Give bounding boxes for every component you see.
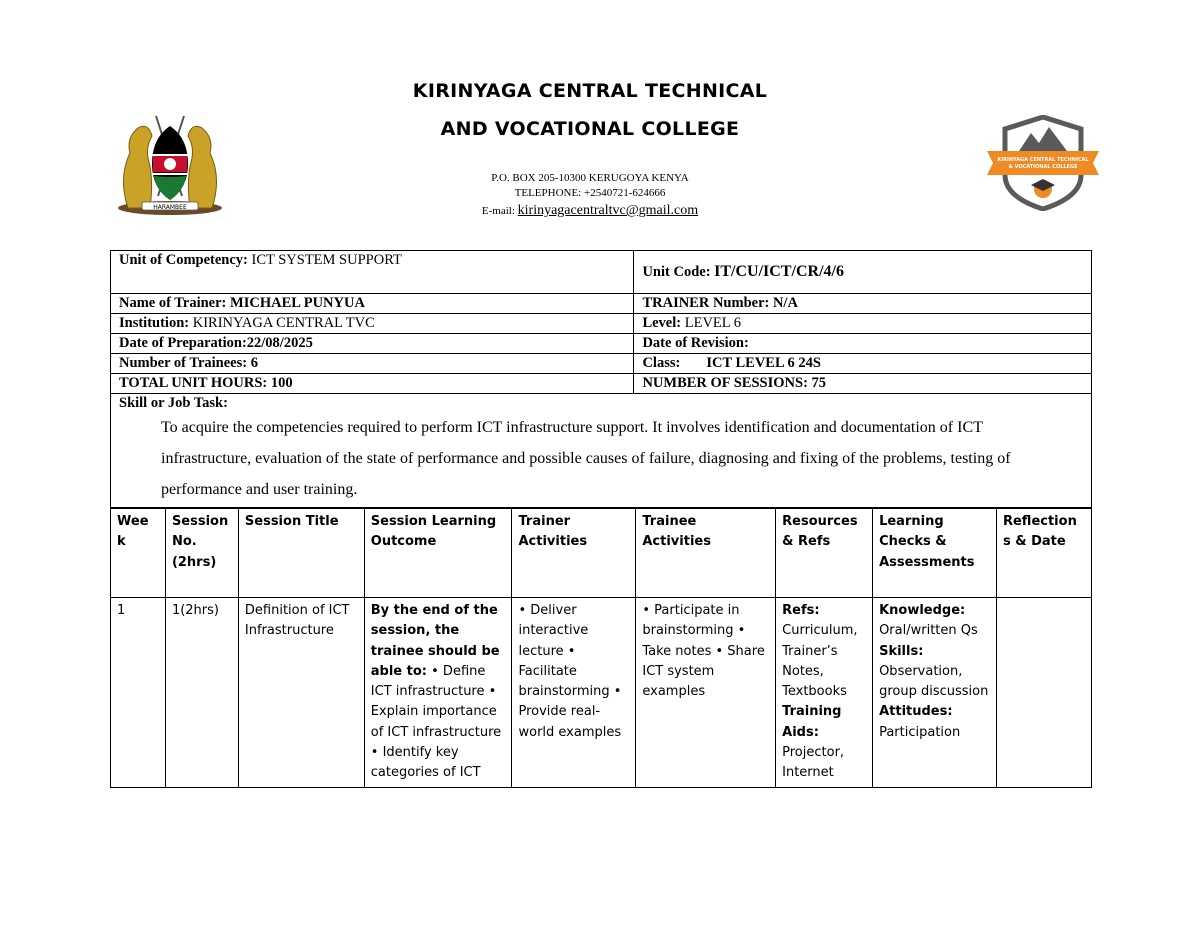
learning-outcome-cell <box>364 598 512 788</box>
svg-text:KIRINYAGA CENTRAL TECHNICAL: KIRINYAGA CENTRAL TECHNICAL <box>997 157 1089 163</box>
session-no-cell: 1(2hrs) <box>165 598 238 788</box>
skills-label: Skills: <box>879 643 924 659</box>
institution-cell <box>111 314 634 334</box>
date-of-preparation: Date of Preparation:22/08/2025 <box>111 334 634 354</box>
header-reflections: Reflection s & Date <box>996 509 1091 598</box>
institution-value: KIRINYAGA CENTRAL TVC <box>192 315 375 331</box>
email-link[interactable]: kirinyagacentraltvc@gmail.com <box>517 203 699 218</box>
date-of-revision: Date of Revision: <box>634 334 1092 354</box>
session-title-cell: Definition of ICT Infrastructure <box>238 598 364 788</box>
header-session-no: Session No. (2hrs) <box>165 509 238 598</box>
reflection-cell <box>996 598 1091 788</box>
unit-code-value: IT/CU/ICT/CR/4/6 <box>714 263 844 280</box>
unit-label: Unit of Competency: <box>119 252 252 268</box>
unit-details-table <box>110 250 1092 508</box>
college-title-line1: KIRINYAGA CENTRAL TECHNICAL <box>412 80 768 102</box>
level-label: Level: <box>642 315 685 331</box>
class-label: Class: <box>642 355 681 371</box>
unit-of-competency-cell <box>111 251 634 294</box>
college-logo-icon <box>985 115 1101 211</box>
skills-value: Observation, group discussion <box>879 663 989 700</box>
knowledge-value: Oral/written Qs <box>879 623 978 639</box>
attitudes-value: Participation <box>879 724 961 740</box>
outcome-intro: By the end of the session, the trainee should be able to: <box>370 603 500 679</box>
trainer-number: TRAINER Number: N/A <box>634 294 1092 314</box>
refs-label: Refs: <box>782 603 820 618</box>
skill-label: Skill or Job Task: <box>119 395 228 411</box>
telephone: TELEPHONE: +2540721-624666 <box>514 187 666 199</box>
header-resources: Resources & Refs <box>776 509 873 598</box>
college-title-line2: AND VOCATIONAL COLLEGE <box>440 118 740 140</box>
po-box: P.O. BOX 205-10300 KERUGOYA KENYA <box>491 172 689 184</box>
knowledge-label: Knowledge: <box>879 603 966 618</box>
unit-code-cell <box>634 251 1092 294</box>
skill-text: To acquire the competencies required to perform ICT infrastructure support. It involves identification and documentation of ICT infrastructure, evaluation of the state of performance and possible causes of failure, diagnosing and fixing of the problems, testing of performance and user training. <box>161 419 1011 498</box>
level-cell <box>634 314 1092 334</box>
email-label: E-mail: <box>481 205 518 217</box>
trainee-activities-cell: • Participate in brainstorming • Take notes • Share ICT system examples <box>636 598 776 788</box>
number-of-sessions: NUMBER OF SESSIONS: 75 <box>634 374 1092 394</box>
total-unit-hours: TOTAL UNIT HOURS: 100 <box>111 374 634 394</box>
class-cell <box>634 354 1092 374</box>
coat-of-arms-motto: HARAMBEE <box>153 204 187 211</box>
institution-label: Institution: <box>119 315 193 331</box>
class-value: ICT LEVEL 6 24S <box>706 355 821 371</box>
skill-cell <box>111 394 1092 508</box>
svg-text:& VOCATIONAL COLLEGE: & VOCATIONAL COLLEGE <box>1008 164 1078 170</box>
table-row <box>111 598 1092 788</box>
outcome-list: • Define ICT infrastructure • Explain importance of ICT infrastructure • Identify key categories of ICT <box>370 663 502 781</box>
unit-value: ICT SYSTEM SUPPORT <box>251 252 402 268</box>
session-plan-table <box>110 508 1092 788</box>
training-aids-label: Training Aids: <box>782 704 842 740</box>
learning-checks-cell <box>873 598 997 788</box>
refs-value: Curriculum, Trainer’s Notes, Textbooks <box>782 623 858 700</box>
unit-code-label: Unit Code: <box>642 264 715 280</box>
trainer-activities-cell: • Deliver interactive lecture • Facilitate brainstorming • Provide real-world examples <box>512 598 636 788</box>
trainer-name-cell <box>111 294 634 314</box>
header-week: Wee k <box>111 509 166 598</box>
number-of-trainees: Number of Trainees: 6 <box>111 354 634 374</box>
header-learning-checks: Learning Checks & Assessments <box>873 509 997 598</box>
plan-header-row <box>111 509 1092 598</box>
header-learning-outcome: Session Learning Outcome <box>364 509 512 598</box>
header-session-title: Session Title <box>238 509 364 598</box>
trainer-label: Name of Trainer: <box>119 295 231 311</box>
trainer-value: MICHAEL PUNYUA <box>230 295 365 311</box>
header-trainer-activities: Trainer Activities <box>512 509 636 598</box>
training-aids-value: Projector, Internet <box>782 745 845 781</box>
week-cell: 1 <box>111 598 166 788</box>
attitudes-label: Attitudes: <box>879 704 953 720</box>
resources-cell <box>776 598 873 788</box>
header-trainee-activities: Trainee Activities <box>636 509 776 598</box>
level-value: LEVEL 6 <box>684 315 741 331</box>
